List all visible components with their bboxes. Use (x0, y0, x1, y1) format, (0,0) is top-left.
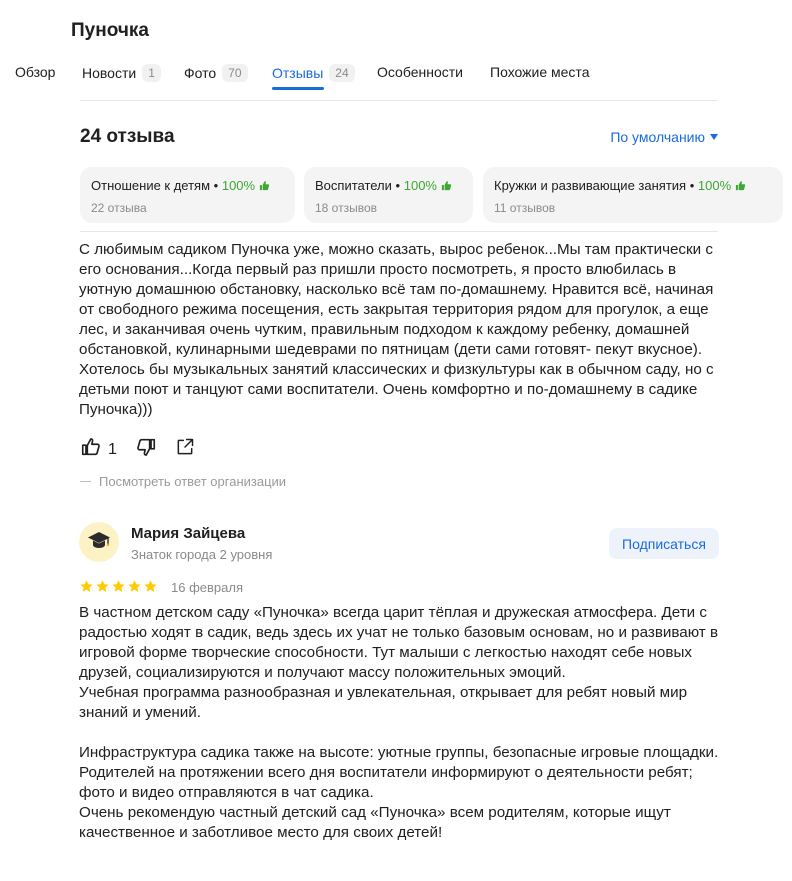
aspect-percent: 100% (697, 178, 732, 193)
aspect-percent: 100% (403, 178, 437, 193)
tab-news-badge: 1 (142, 64, 161, 82)
graduation-cap-icon (86, 527, 112, 558)
share-button[interactable] (175, 437, 195, 462)
review-actions (80, 436, 213, 463)
chips-divider (80, 231, 718, 232)
aspect-name: Отношение к детям (91, 178, 211, 193)
subscribe-button[interactable]: Подписаться (609, 528, 719, 559)
active-tab-indicator (272, 87, 324, 90)
aspect-count: 11 отзывов (494, 201, 556, 215)
aspect-separator: • (213, 178, 219, 193)
star-icon (127, 579, 142, 594)
owner-reply-label: Посмотреть ответ организации (99, 474, 287, 489)
tab-photos-label: Фото (184, 65, 217, 81)
tab-news[interactable] (82, 64, 161, 82)
thumb-up-icon (441, 179, 452, 194)
review-text: В частном детском саду «Пуночка» всегда царит тёплая и дружеская атмосфера. Дети с радостью ходят в садик, ведь здесь их учат не только базовым основам, но и развивают в игровой форме творческие способности. Тут малыши с легкостью находят себе новых друзей, социализируются и получают массу положительных эмоций. Учебная программа разнообразная и увлекательная, открывает для ребят новый мир знаний и умений. Инфраструктура садика также на высоте: уютные группы, безопасные игровые площадки. Родителей на протяжении всего дня воспитатели информируют о деятельности ребят; фото и видео отправляются в чат садика. Очень рекомендую частный детский сад «Пуночка» всем родителям, которые ищут качественное и заботливое место для своих детей! (79, 604, 719, 841)
like-button[interactable] (80, 436, 117, 463)
tab-overview[interactable] (15, 64, 55, 80)
aspect-name: Кружки и развивающие занятия (494, 178, 687, 193)
aspect-count: 22 отзыва (91, 201, 147, 215)
author-name[interactable]: Мария Зайцева (131, 525, 246, 542)
aspect-chip-children[interactable] (80, 167, 295, 223)
star-icon (79, 579, 94, 594)
aspect-separator: • (689, 178, 695, 193)
reviews-count-title: 24 отзыва (80, 126, 175, 147)
chevron-down-icon (710, 134, 718, 140)
tab-photos[interactable] (184, 64, 248, 82)
aspect-count: 18 отзывов (315, 201, 378, 215)
review-date: 16 февраля (171, 580, 243, 595)
star-icon (111, 579, 126, 594)
dash-divider (80, 481, 91, 482)
tab-similar-places-label: Похожие места (490, 64, 590, 80)
author-level: Знаток города 2 уровня (131, 547, 273, 562)
star-icon (95, 579, 110, 594)
avatar[interactable] (79, 522, 119, 562)
tab-news-label: Новости (82, 65, 137, 81)
thumb-up-icon (80, 436, 102, 463)
tab-photos-badge: 70 (222, 64, 247, 82)
tab-reviews-badge: 24 (329, 64, 354, 82)
tabs-divider (80, 100, 718, 101)
star-icon (143, 579, 158, 594)
tab-reviews-label: Отзывы (272, 65, 324, 81)
tab-reviews[interactable] (272, 64, 355, 82)
like-count: 1 (108, 440, 117, 458)
thumb-down-icon (135, 436, 157, 463)
aspect-separator: • (395, 178, 401, 193)
thumb-up-icon (259, 179, 270, 194)
place-title: Пуночка (71, 20, 149, 41)
thumb-up-icon (735, 179, 746, 194)
tab-similar-places[interactable] (490, 64, 589, 80)
rating-stars (79, 579, 158, 594)
sort-label: По умолчанию (610, 129, 705, 145)
tab-features-label: Особенности (377, 64, 463, 80)
tab-overview-label: Обзор (15, 64, 56, 80)
tabs-bar (0, 60, 792, 100)
dislike-button[interactable] (135, 436, 157, 463)
share-icon (175, 437, 195, 462)
aspect-chip-teachers[interactable] (304, 167, 473, 223)
aspect-name: Воспитатели (315, 178, 392, 193)
aspect-percent: 100% (221, 178, 256, 193)
owner-reply-link[interactable] (80, 474, 286, 489)
tab-features[interactable] (377, 64, 463, 80)
sort-dropdown[interactable] (610, 129, 718, 145)
aspect-chip-clubs[interactable] (483, 167, 783, 223)
review-text: С любимым садиком Пуночка уже, можно сказать, вырос ребенок...Мы там практически с его основания...Когда первый раз пришли просто посмотреть, я просто влюбилась в уютную домашнюю обстановку, насколько всё там по-домашнему. Нравится всё, начиная от свободного режима посещения, есть закрытая территория рядом для прогулок, а еще лес, и заканчивая очень чутким, правильным подходом к каждому ребенку, домашней обстановкой, кулинарными шедеврами по пятницам (дети сами готовят- пекут вкусное). Хотелось бы музыкальных занятий классических и физкультуры как в обычном саду, но с детьми поют и танцуют сами воспитатели. Очень комфортно и по-домашнему в садике Пуночка))) (79, 241, 714, 418)
